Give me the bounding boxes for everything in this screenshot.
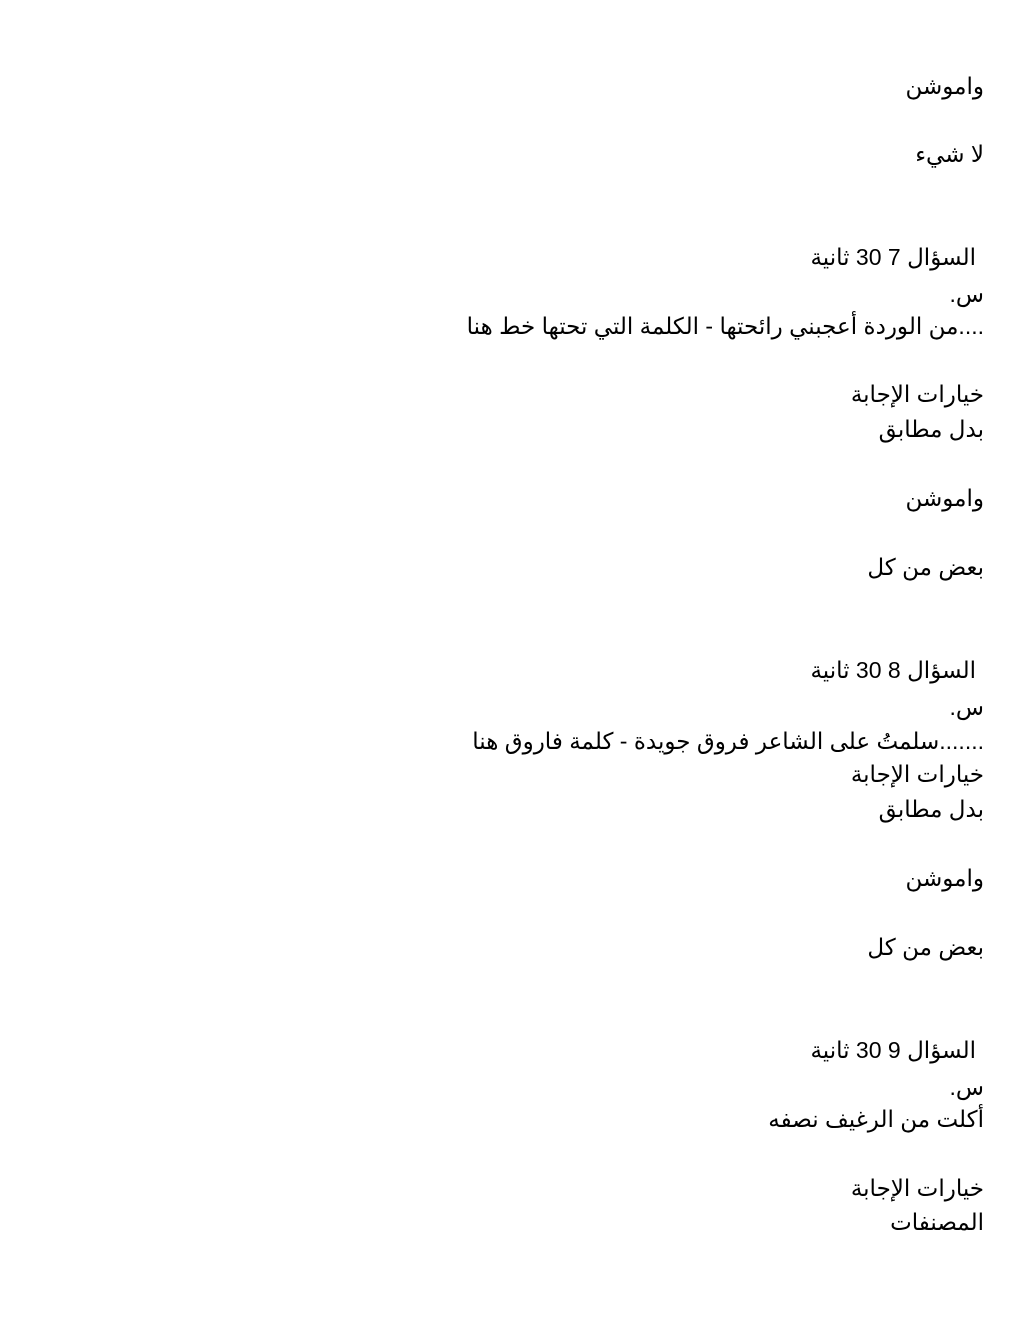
answer-option: بعض من كل bbox=[867, 934, 984, 960]
question-text: .......سلمتُ على الشاعر فروق جويدة - كلمة فاروق هنا bbox=[472, 728, 984, 754]
question-title: السؤال 9 30 ثانية bbox=[810, 1037, 976, 1063]
question-prefix: س. bbox=[949, 694, 984, 720]
question-title: السؤال 8 30 ثانية bbox=[810, 657, 976, 683]
answer-option: بعض من كل bbox=[867, 554, 984, 580]
answer-option: واموشن bbox=[905, 865, 984, 891]
answer-option: واموشن bbox=[905, 485, 984, 511]
question-text: أكلت من الرغيف نصفه bbox=[768, 1106, 984, 1132]
options-heading: خيارات الإجابة bbox=[850, 761, 984, 787]
question-prefix: س. bbox=[949, 1074, 984, 1100]
options-heading: خيارات الإجابة bbox=[850, 381, 984, 407]
question-text: ....من الوردة أعجبني رائحتها - الكلمة التي تحتها خط هنا bbox=[466, 313, 984, 339]
question-title: السؤال 7 30 ثانية bbox=[810, 244, 976, 270]
answer-option: لا شيء bbox=[915, 141, 984, 167]
question-prefix: س. bbox=[949, 281, 984, 307]
answer-option: واموشن bbox=[905, 73, 984, 99]
answer-option: المصنفات bbox=[890, 1209, 984, 1235]
answer-option: بدل مطابق bbox=[878, 796, 984, 822]
answer-option: بدل مطابق bbox=[878, 416, 984, 442]
options-heading: خيارات الإجابة bbox=[850, 1175, 984, 1201]
